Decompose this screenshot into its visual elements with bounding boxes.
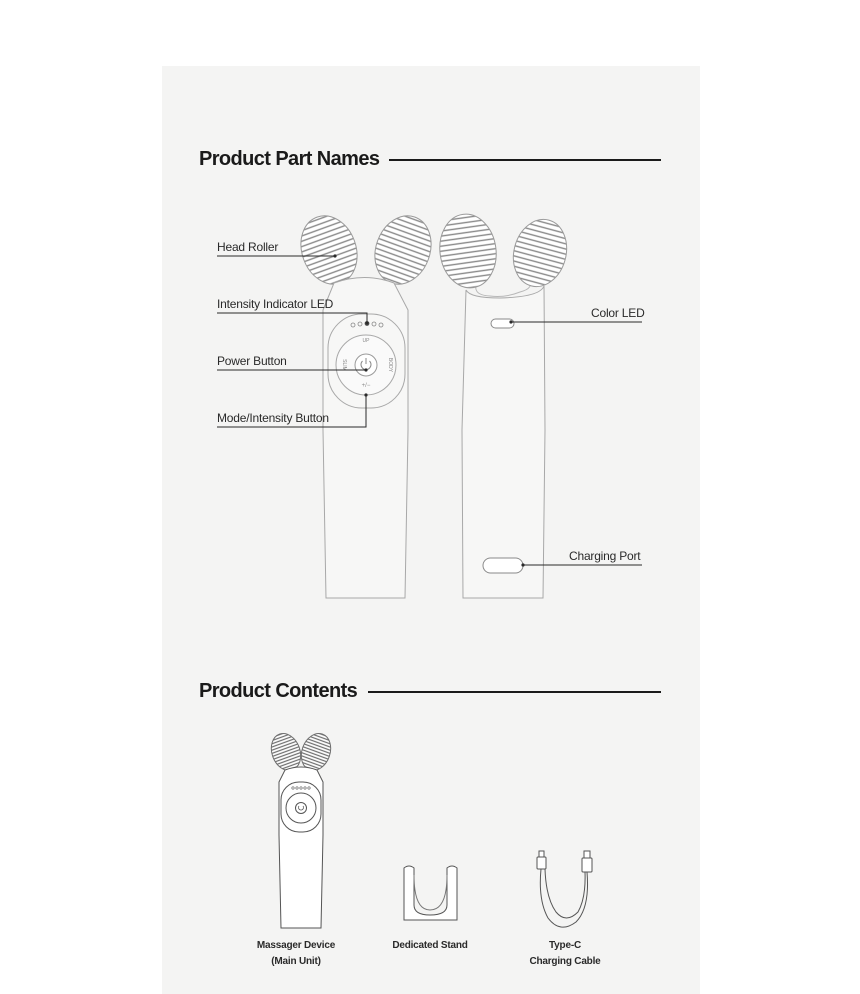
content-stand [404, 866, 457, 920]
caption-stand [360, 938, 500, 954]
caption-cable-line2: Charging Cable [529, 956, 601, 967]
content-main-unit [266, 729, 335, 928]
label-slim: SLIM [341, 359, 347, 371]
caption-main-unit-line2: (Main Unit) [271, 956, 321, 967]
callout-head-roller: Head Roller [217, 240, 279, 254]
label-plus-minus: +/− [361, 383, 371, 389]
section-title-part-names: Product Part Names [199, 148, 380, 170]
section-title-contents: Product Contents [199, 680, 358, 702]
callout-power-button: Power Button [217, 354, 287, 368]
back-body [462, 286, 545, 598]
charging-port [483, 558, 523, 573]
back-right-roller [506, 213, 574, 292]
callout-charging-port: Charging Port [569, 549, 641, 563]
caption-cable-line1: Type-C [549, 940, 581, 951]
back-left-roller [435, 210, 501, 291]
section-rule-contents [368, 691, 661, 693]
power-button [355, 354, 377, 376]
label-up: UP [362, 338, 370, 344]
callout-color-led: Color LED [591, 306, 645, 320]
back-device [435, 210, 574, 598]
caption-stand-line1: Dedicated Stand [392, 940, 468, 951]
caption-main-unit-line1: Massager Device [256, 940, 336, 951]
callout-mode-button: Mode/Intensity Button [217, 411, 329, 425]
content-cable [537, 851, 592, 927]
caption-main-unit [226, 938, 366, 970]
callout-intensity-led: Intensity Indicator LED [217, 297, 334, 311]
caption-cable [495, 938, 635, 970]
label-body: BODY [387, 357, 393, 373]
